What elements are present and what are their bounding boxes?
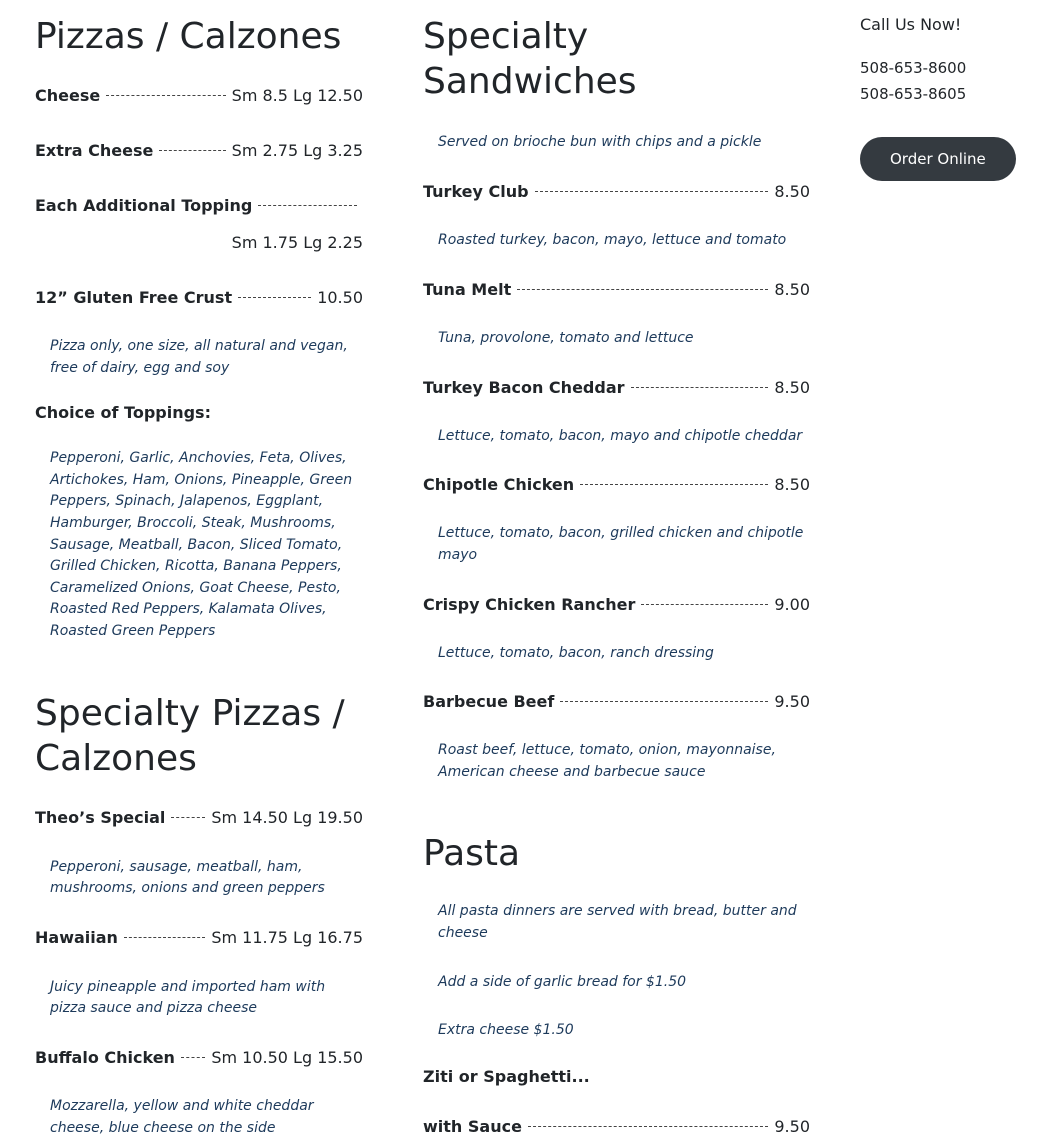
dotted-leader <box>535 190 769 192</box>
item-description: Pizza only, one size, all natural and vegan, free of dairy, egg and soy <box>50 338 348 376</box>
section-title-sandwiches: Specialty Sandwiches <box>423 16 637 102</box>
item-price: 9.50 <box>774 692 810 712</box>
item-name: Barbecue Beef <box>423 692 555 712</box>
dotted-leader <box>106 94 225 96</box>
item-price: Sm 2.75 Lg 3.25 <box>231 141 363 160</box>
pasta-note: Extra cheese $1.50 <box>438 1022 574 1039</box>
item-price: Sm 1.75 Lg 2.25 <box>231 233 363 252</box>
menu-item-cheese <box>35 85 363 107</box>
section-title-pasta: Pasta <box>423 833 521 875</box>
item-price: Sm 8.5 Lg 12.50 <box>231 86 363 105</box>
item-name: Chipotle Chicken <box>423 475 575 495</box>
pizza-column <box>35 0 363 1139</box>
toppings-heading: Choice of Toppings: <box>35 403 211 423</box>
item-name: with Sauce <box>423 1116 522 1136</box>
menu-item-crispy-chicken-rancher <box>423 594 810 616</box>
item-description: Lettuce, tomato, bacon, ranch dressing <box>438 644 714 661</box>
dotted-leader <box>258 204 357 206</box>
toppings-list: Pepperoni, Garlic, Anchovies, Feta, Olives, Artichokes, Ham, Onions, Pineapple, Green Peppers, Spinach, Jalapenos, Eggplant, Hamburger, Broccoli, Steak, Mushrooms, Sausage, Meatball, Bacon, Sliced Tomato, Grilled Chicken, Ricotta, Banana Peppers, Caramelized Onions, Goat Cheese, Pesto, Roasted Red Peppers, Kalamata Olives, Roasted Green Peppers <box>50 450 353 639</box>
menu-item-turkey-club <box>423 181 810 203</box>
dotted-leader <box>631 386 769 388</box>
item-description: Lettuce, tomato, bacon, grilled chicken and chipotle mayo <box>438 525 804 563</box>
pasta-note: Add a side of garlic bread for $1.50 <box>438 973 687 990</box>
item-description: Pepperoni, sausage, meatball, ham, mushrooms, onions and green peppers <box>50 858 325 897</box>
menu-item-chipotle-chicken <box>423 474 810 496</box>
item-name: Buffalo Chicken <box>35 1047 175 1067</box>
item-price: 8.50 <box>774 377 810 397</box>
item-price: Sm 10.50 Lg 15.50 <box>211 1047 363 1067</box>
pasta-note: All pasta dinners are served with bread, butter and cheese <box>438 903 797 941</box>
menu-item-with-sauce <box>423 1116 810 1138</box>
dotted-leader <box>641 603 768 605</box>
dotted-leader <box>181 1056 205 1058</box>
item-price: Sm 11.75 Lg 16.75 <box>211 927 363 947</box>
item-name: Extra Cheese <box>35 141 154 160</box>
section-title-pizzas: Pizzas / Calzones <box>35 16 342 57</box>
item-description: Tuna, provolone, tomato and lettuce <box>438 330 694 347</box>
menu-item-hawaiian <box>35 927 363 949</box>
menu-item-buffalo-chicken <box>35 1047 363 1069</box>
item-name: Hawaiian <box>35 927 118 947</box>
item-price: 9.00 <box>774 594 810 614</box>
sandwiches-intro: Served on brioche bun with chips and a pickle <box>438 134 762 150</box>
phone-number[interactable]: 508-653-8605 <box>860 85 967 103</box>
item-description: Lettuce, tomato, bacon, mayo and chipotle cheddar <box>438 427 803 444</box>
item-price: 9.50 <box>774 1116 810 1136</box>
item-name: Turkey Bacon Cheddar <box>423 377 625 397</box>
item-name: Each Additional Topping <box>35 196 253 215</box>
dotted-leader <box>580 483 768 485</box>
phone-list <box>860 55 1030 107</box>
item-price: 8.50 <box>774 181 810 201</box>
item-name: Cheese <box>35 86 101 105</box>
item-name: Turkey Club <box>423 181 529 201</box>
menu-item-tuna-melt <box>423 279 810 301</box>
item-name: Theo’s Special <box>35 807 166 827</box>
dotted-leader <box>124 936 205 938</box>
item-name: Crispy Chicken Rancher <box>423 594 636 614</box>
menu-item-theos-special <box>35 807 363 829</box>
item-name: Tuna Melt <box>423 280 512 300</box>
item-description: Mozzarella, yellow and white cheddar cheese, blue cheese on the side <box>50 1097 314 1136</box>
order-online-button[interactable]: Order Online <box>860 137 1016 181</box>
phone-number[interactable]: 508-653-8600 <box>860 59 967 77</box>
sandwich-column <box>423 0 810 1138</box>
menu-item-turkey-bacon-cheddar <box>423 377 810 399</box>
menu-item-gluten-free <box>35 287 363 309</box>
item-description: Juicy pineapple and imported ham with pizza sauce and pizza cheese <box>50 978 326 1017</box>
contact-sidebar <box>860 0 1030 181</box>
menu-item-barbecue-beef <box>423 691 810 713</box>
dotted-leader <box>560 700 768 702</box>
call-us-heading: Call Us Now! <box>860 15 962 34</box>
item-description: Roast beef, lettuce, tomato, onion, mayonnaise, American cheese and barbecue sauce <box>438 742 776 780</box>
menu-item-extra-cheese <box>35 140 363 162</box>
item-price: 10.50 <box>317 288 363 307</box>
item-name: 12” Gluten Free Crust <box>35 288 233 307</box>
dotted-leader <box>517 288 768 290</box>
dotted-leader <box>238 296 311 298</box>
dotted-leader <box>528 1125 768 1127</box>
pasta-subheading: Ziti or Spaghetti... <box>423 1066 590 1086</box>
section-title-specialty-pizzas: Specialty Pizzas / Calzones <box>35 692 345 779</box>
item-price: 8.50 <box>774 280 810 300</box>
dotted-leader <box>171 816 205 818</box>
menu-item-additional-topping <box>35 195 363 217</box>
item-price: Sm 14.50 Lg 19.50 <box>211 807 363 827</box>
item-description: Roasted turkey, bacon, mayo, lettuce and tomato <box>438 231 787 248</box>
dotted-leader <box>159 149 225 151</box>
item-price: 8.50 <box>774 475 810 495</box>
